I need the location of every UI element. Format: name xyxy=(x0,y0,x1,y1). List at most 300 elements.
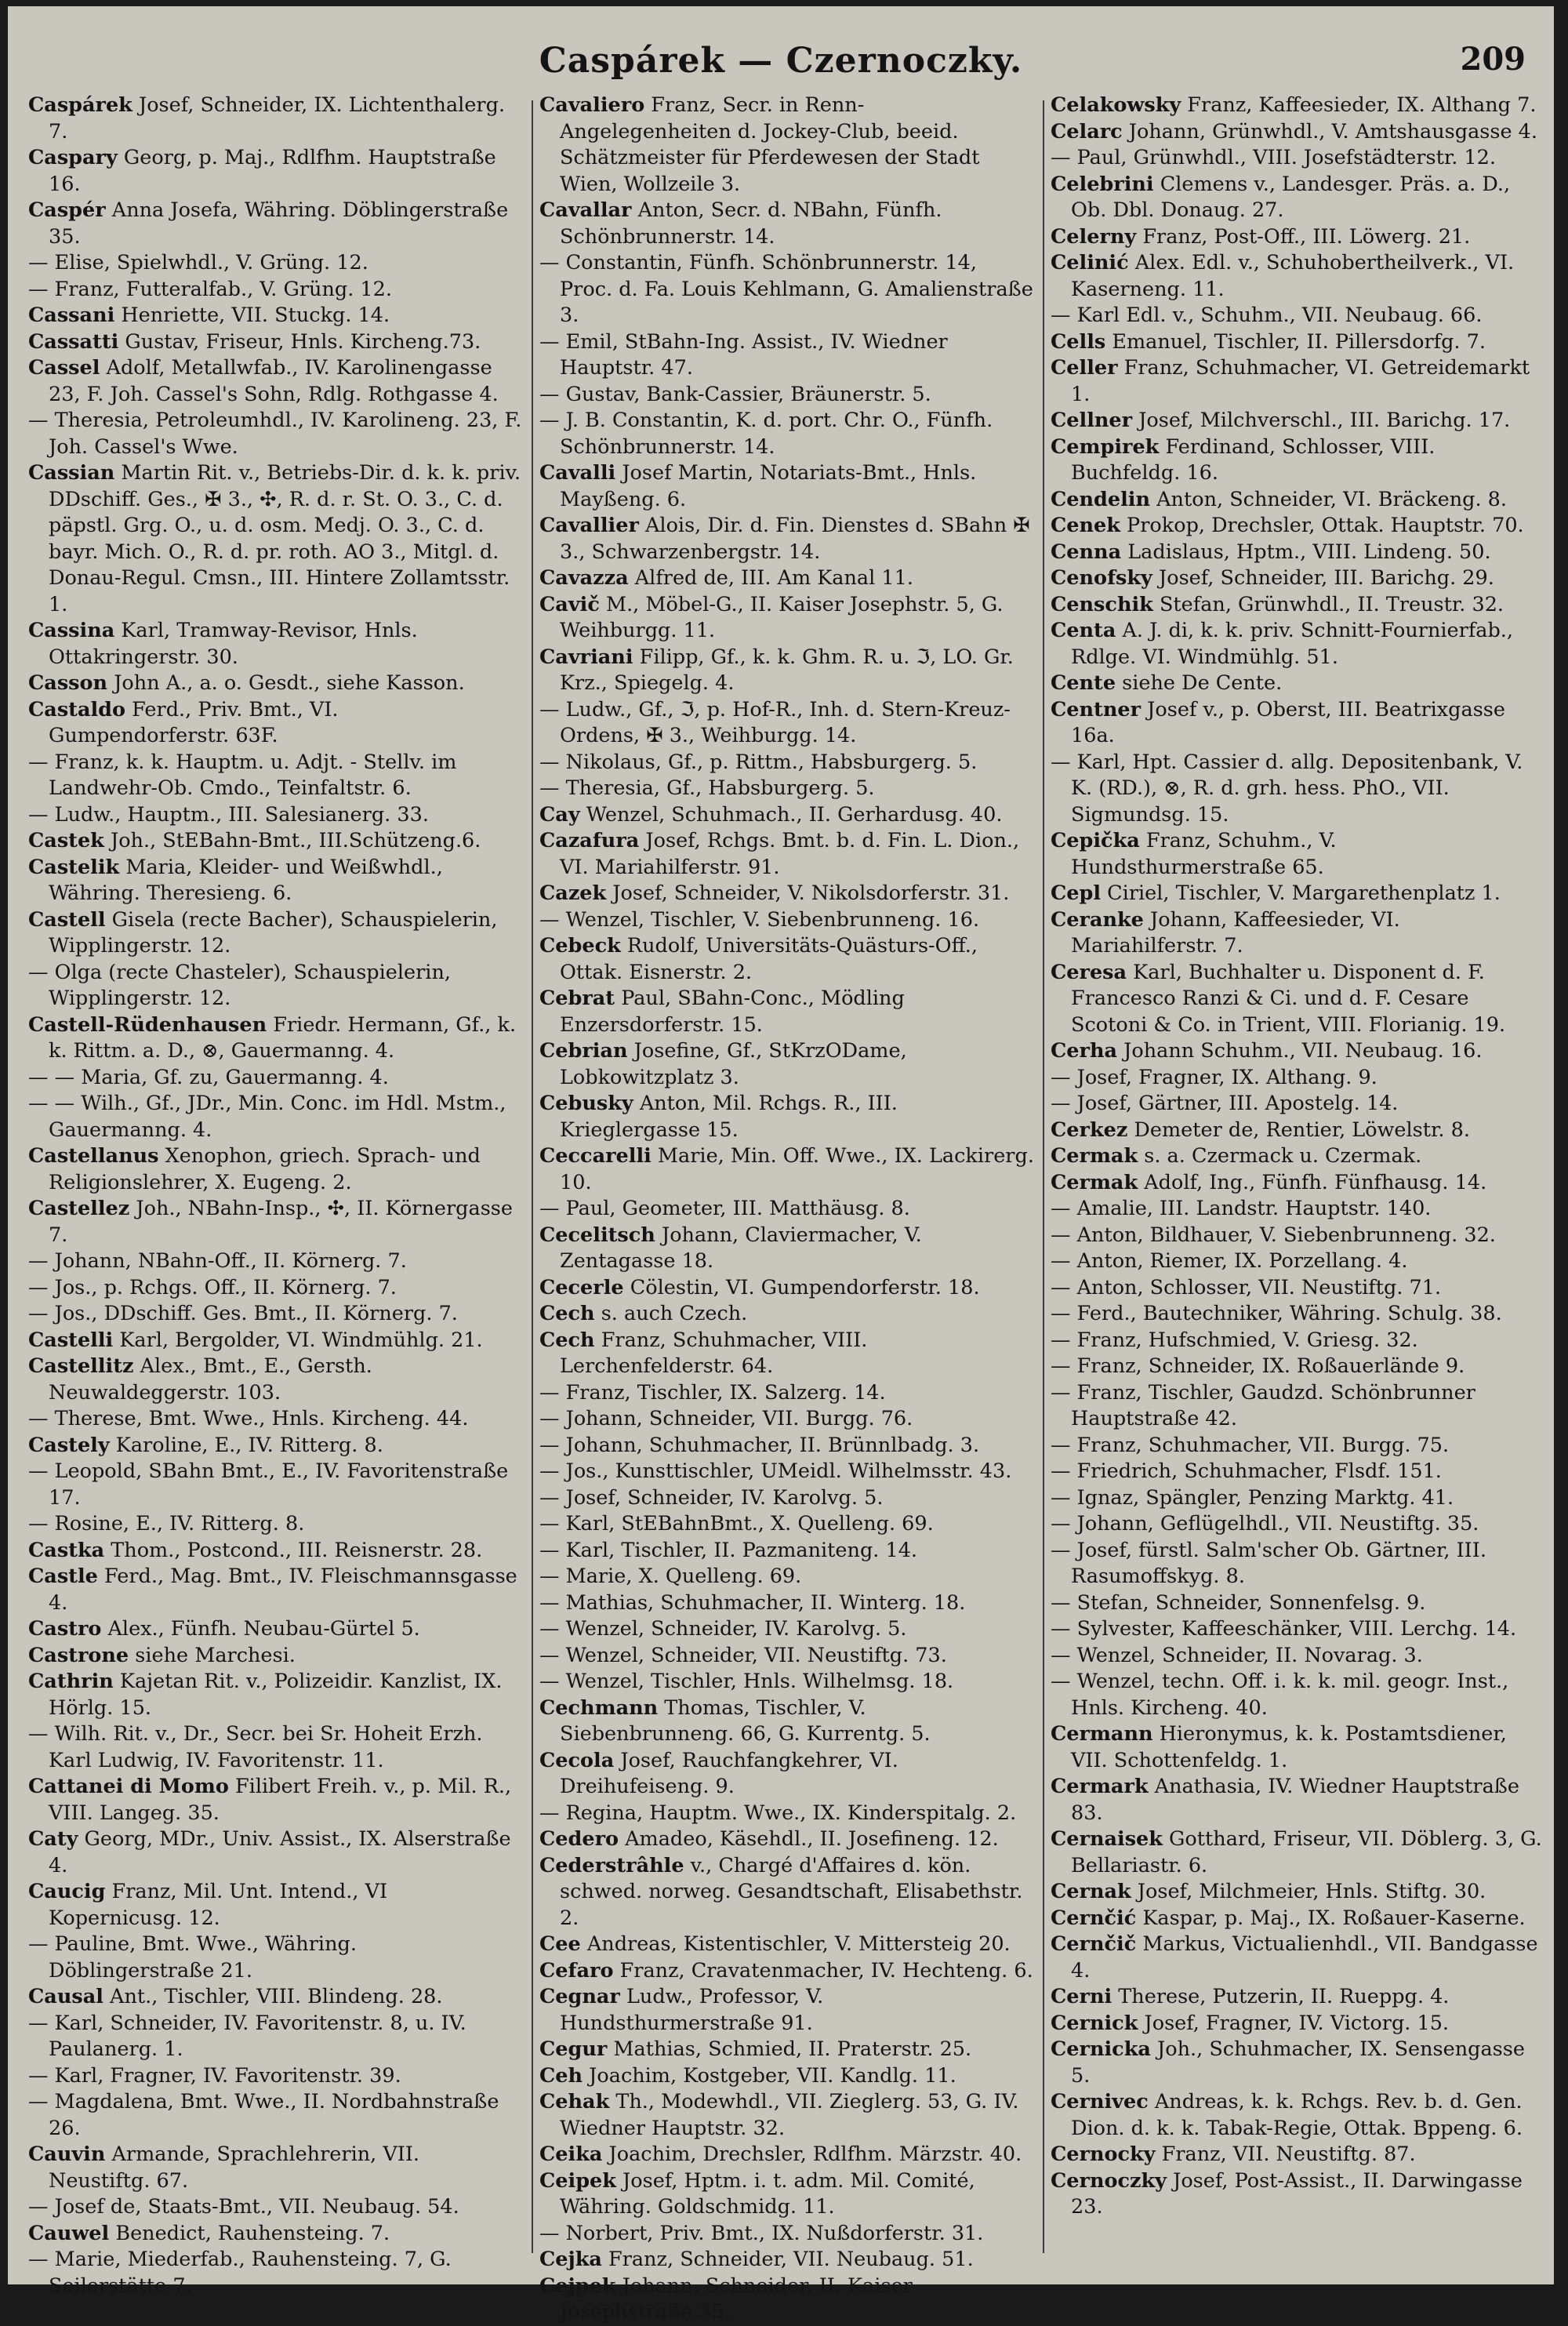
entry-details: — Olga (recte Chasteler), Schauspielerin, Wipplingerstr. 12. xyxy=(28,960,451,1010)
directory-entry xyxy=(28,828,524,855)
entry-surname: Castelli xyxy=(28,1328,114,1352)
entry-surname: Castro xyxy=(28,1617,102,1641)
entry-details: — Sylvester, Kaffeeschänker, VIII. Lerchg. 14. xyxy=(1051,1617,1517,1641)
entry-details: Paul, SBahn-Conc., Mödling Enzersdorferstr. 15. xyxy=(560,987,905,1037)
entry-details: Alex. Edl. v., Schuhobertheilverk., VI. Kaserneng. 11. xyxy=(1071,251,1515,301)
directory-entry xyxy=(1051,1038,1546,1065)
directory-entry xyxy=(1051,1459,1546,1485)
directory-entry xyxy=(28,93,524,145)
entry-details: siehe De Cente. xyxy=(1116,671,1283,695)
entry-surname: Causal xyxy=(28,1985,103,2008)
directory-entry xyxy=(28,2194,524,2221)
entry-details: Franz, Schuhmacher, VIII. Lerchenfelderstr. 64. xyxy=(560,1328,868,1378)
entry-surname: Cay xyxy=(539,802,580,827)
entry-surname: Cernčić xyxy=(1051,1906,1137,1930)
directory-entry xyxy=(1051,329,1546,356)
directory-column-1 xyxy=(28,93,524,2298)
directory-entry xyxy=(539,907,1035,934)
directory-entry xyxy=(539,2247,1035,2273)
entry-details: Markus, Victualienhdl., VII. Bandgasse 4. xyxy=(1071,1932,1538,1983)
directory-entry xyxy=(1051,618,1546,671)
entry-surname: Cassina xyxy=(28,619,115,642)
directory-entry xyxy=(1051,1669,1546,1721)
entry-details: Josefine, Gf., StKrzODame, Lobkowitzplatz 3. xyxy=(560,1039,907,1089)
entry-surname: Cernaisek xyxy=(1051,1827,1163,1851)
entry-details: Georg, MDr., Univ. Assist., IX. Alserstraße 4. xyxy=(49,1827,511,1877)
entry-surname: Cermark xyxy=(1051,1775,1149,1798)
entry-surname: Celerny xyxy=(1051,224,1137,249)
directory-entry xyxy=(539,93,1035,198)
entry-details: Armande, Sprachlehrerin, VII. Neustiftg. 67. xyxy=(49,2142,420,2193)
entry-details: Johann, Schneider, II. Kaiser Josephstraße 35. xyxy=(560,2273,913,2324)
entry-surname: Cegnar xyxy=(539,1985,620,2008)
entry-surname: Cauwel xyxy=(28,2221,110,2245)
directory-entry xyxy=(28,960,524,1012)
entry-details: Kajetan Rit. v., Polizeidir. Kanzlist, IX. Hörlg. 15. xyxy=(49,1670,503,1720)
entry-details: Josef Martin, Notariats-Bmt., Hnls. Mayßeng. 6. xyxy=(560,461,977,511)
entry-details: Ferd., Priv. Bmt., VI. Gumpendorferstr. 63F. xyxy=(49,697,339,747)
entry-details: Franz, Schuhm., V. Hundsthurmerstraße 65. xyxy=(1071,829,1337,879)
entry-details: — Wenzel, techn. Off. i. k. k. mil. geogr. Inst., Hnls. Kircheng. 40. xyxy=(1051,1670,1509,1720)
entry-details: — Paul, Grünwhdl., VIII. Josefstädterstr. 12. xyxy=(1051,146,1496,169)
directory-entry xyxy=(28,1669,524,1721)
directory-entry xyxy=(539,2063,1035,2090)
entry-details: Josef, Hptm. i. t. adm. Mil. Comité, Währing. Goldschmidg. 11. xyxy=(560,2168,975,2219)
directory-entry xyxy=(28,2247,524,2299)
entry-surname: Cernak xyxy=(1051,1880,1131,1903)
entry-details: — Karl, StEBahnBmt., X. Quelleng. 69. xyxy=(539,1512,934,1536)
entry-details: Rudolf, Universitäts-Quästurs-Off., Ottak. Eisnerstr. 2. xyxy=(560,934,978,984)
entry-details: — Karl, Tischler, II. Pazmaniteng. 14. xyxy=(539,1538,918,1562)
directory-entry xyxy=(539,2221,1035,2248)
entry-surname: Caspárek xyxy=(28,93,132,117)
directory-entry xyxy=(28,907,524,960)
entry-surname: Cathrin xyxy=(28,1670,114,1693)
directory-entry xyxy=(1051,303,1546,329)
directory-entry xyxy=(539,460,1035,513)
entry-surname: Celler xyxy=(1051,356,1118,380)
directory-entry xyxy=(28,1511,524,1538)
entry-details: Josef v., p. Oberst, III. Beatrixgasse 16a. xyxy=(1071,697,1505,747)
entry-details: — Friedrich, Schuhmacher, Flsdf. 151. xyxy=(1051,1459,1442,1483)
directory-entry xyxy=(539,1038,1035,1091)
entry-details: Ludw., Professor, V. Hundsthurmerstraße 91. xyxy=(560,1985,824,2035)
entry-details: — Mathias, Schuhmacher, II. Winterg. 18. xyxy=(539,1590,966,1615)
entry-surname: Castaldo xyxy=(28,697,126,721)
entry-surname: Censchik xyxy=(1051,592,1153,616)
entry-details: Adolf, Ing., Fünfh. Fünfhausg. 14. xyxy=(1138,1170,1487,1194)
entry-surname: Cee xyxy=(539,1932,581,1956)
entry-details: Andreas, Kistentischler, V. Mittersteig 20. xyxy=(580,1932,1011,1956)
entry-details: John A., a. o. Gesdt., siehe Kasson. xyxy=(107,671,465,695)
directory-entry xyxy=(1051,697,1546,750)
entry-surname: Caty xyxy=(28,1827,78,1851)
entry-surname: Cavallier xyxy=(539,514,639,537)
entry-details: Franz, Schuhmacher, VI. Getreidemarkt 1. xyxy=(1071,356,1530,406)
entry-details: — Jos., Kunsttischler, UMeidl. Wilhelmsstr. 43. xyxy=(539,1459,1012,1483)
directory-entry xyxy=(539,382,1035,409)
entry-surname: Cente xyxy=(1051,671,1116,695)
directory-entry xyxy=(28,1248,524,1275)
entry-details: Joachim, Drechsler, Rdlfhm. Märzstr. 40. xyxy=(602,2142,1022,2166)
entry-surname: Celakowsky xyxy=(1051,93,1181,117)
entry-surname: Ceh xyxy=(539,2063,583,2088)
entry-surname: Cavallar xyxy=(539,198,632,222)
entry-details: Thomas, Tischler, V. Siebenbrunneng. 66, G. Kurrentg. 5. xyxy=(560,1695,931,1746)
entry-surname: Cebrian xyxy=(539,1039,628,1063)
entry-surname: Cenek xyxy=(1051,514,1120,537)
directory-entry xyxy=(539,198,1035,250)
entry-surname: Cermak xyxy=(1051,1170,1138,1194)
directory-entry xyxy=(1051,1774,1546,1826)
entry-surname: Cassel xyxy=(28,356,100,380)
entry-details: s. a. Czermack u. Czermak. xyxy=(1138,1144,1422,1168)
entry-details: — Wenzel, Tischler, Hnls. Wilhelmsg. 18. xyxy=(539,1670,954,1693)
entry-surname: Cegur xyxy=(539,2037,608,2061)
directory-entry xyxy=(539,1196,1035,1223)
entry-details: Johann, Grünwhdl., V. Amtshausgasse 4. xyxy=(1122,119,1537,144)
directory-entry xyxy=(1051,1485,1546,1512)
directory-entry xyxy=(28,1459,524,1511)
entry-surname: Cehak xyxy=(539,2090,610,2113)
entry-details: Karl, Bergolder, VI. Windmühlg. 21. xyxy=(113,1328,483,1352)
entry-details: Marie, Min. Off. Wwe., IX. Lackirerg. 10. xyxy=(560,1144,1034,1194)
entry-details: s. auch Czech. xyxy=(594,1302,748,1325)
directory-entry xyxy=(1051,2168,1546,2221)
directory-entry xyxy=(1051,750,1546,829)
entry-details: Josef, Schneider, III. Barichg. 29. xyxy=(1152,566,1494,590)
entry-surname: Cerni xyxy=(1051,1985,1112,2008)
entry-details: Franz, Post-Off., III. Löwerg. 21. xyxy=(1136,224,1471,249)
entry-details: — Josef, Fragner, IX. Althang. 9. xyxy=(1051,1065,1377,1089)
entry-surname: Celebrini xyxy=(1051,172,1154,196)
directory-entry xyxy=(539,986,1035,1038)
entry-details: — Emil, StBahn-Ing. Assist., IV. Wiedner Hauptstr. 47. xyxy=(539,329,948,380)
entry-details: — Josef de, Staats-Bmt., VII. Neubaug. 54. xyxy=(28,2195,459,2219)
directory-entry xyxy=(539,329,1035,382)
entry-details: Anton, Mil. Rchgs. R., III. Krieglergasse 15. xyxy=(560,1092,898,1142)
directory-entry xyxy=(1051,1118,1546,1144)
directory-entry xyxy=(28,2221,524,2248)
entry-details: — Anton, Riemer, IX. Porzellang. 4. xyxy=(1051,1249,1408,1273)
directory-entry xyxy=(1051,119,1546,146)
directory-entry xyxy=(1051,1275,1546,1302)
entry-details: v., Chargé d'Affaires d. kön. schwed. norweg. Gesandtschaft, Elisabethstr. 2. xyxy=(560,1853,1023,1930)
directory-entry xyxy=(1051,250,1546,303)
directory-entry xyxy=(539,1485,1035,1512)
directory-entry xyxy=(1051,1223,1546,1249)
directory-entry xyxy=(1051,881,1546,907)
entry-surname: Cepička xyxy=(1051,829,1140,852)
entry-details: — Wenzel, Schneider, VII. Neustiftg. 73. xyxy=(539,1643,947,1667)
directory-entry xyxy=(1051,1065,1546,1092)
entry-surname: Cassani xyxy=(28,303,115,327)
directory-entry xyxy=(28,329,524,356)
entry-surname: Cassatti xyxy=(28,329,119,354)
entry-details: — Marie, Miederfab., Rauhensteing. 7, G. Seilerstätte 7. xyxy=(28,2248,452,2298)
directory-entry xyxy=(1051,2011,1546,2037)
directory-entry xyxy=(1051,1354,1546,1380)
directory-entry xyxy=(1051,2142,1546,2168)
entry-details: — Ferd., Bautechniker, Währing. Schulg. 38. xyxy=(1051,1302,1502,1325)
directory-entry xyxy=(1051,513,1546,540)
entry-surname: Cefaro xyxy=(539,1958,614,1983)
entry-surname: Castka xyxy=(28,1538,105,1562)
entry-details: — Marie, X. Quelleng. 69. xyxy=(539,1565,802,1588)
entry-details: — Elise, Spielwhdl., V. Grüng. 12. xyxy=(28,251,368,274)
entry-surname: Cavazza xyxy=(539,566,629,590)
entry-details: Josef, Post-Assist., II. Darwingasse 23. xyxy=(1071,2168,1523,2219)
directory-entry xyxy=(539,592,1035,645)
directory-entry xyxy=(1051,1248,1546,1275)
entry-details: Ciriel, Tischler, V. Margarethenplatz 1. xyxy=(1101,881,1501,905)
entry-details: Andreas, k. k. Rchgs. Rev. b. d. Gen. Dion. d. k. k. Tabak-Regie, Ottak. Bppeng. 6. xyxy=(1071,2090,1523,2140)
entry-surname: Cederstrâhle xyxy=(539,1853,684,1877)
entry-surname: Castellanus xyxy=(28,1144,159,1168)
entry-details: Franz, Schneider, VII. Neubaug. 51. xyxy=(601,2248,974,2271)
entry-surname: Ceika xyxy=(539,2142,603,2166)
entry-surname: Ceresa xyxy=(1051,960,1127,984)
entry-details: Gustav, Friseur, Hnls. Kircheng.73. xyxy=(118,329,481,354)
entry-details: — Franz, Hufschmied, V. Griesg. 32. xyxy=(1051,1328,1418,1352)
entry-details: Josef, Milchverschl., III. Barichg. 17. xyxy=(1132,409,1511,432)
entry-details: — Magdalena, Bmt. Wwe., II. Nordbahnstraße 26. xyxy=(28,2090,499,2140)
directory-entry xyxy=(1051,1879,1546,1906)
directory-entry xyxy=(539,1826,1035,1853)
directory-entry xyxy=(1051,1616,1546,1643)
entry-surname: Cernoczky xyxy=(1051,2168,1167,2193)
directory-entry xyxy=(539,645,1035,697)
entry-surname: Cernicka xyxy=(1051,2037,1151,2061)
entry-details: A. J. di, k. k. priv. Schnitt-Fournierfab., Rdlge. VI. Windmühlg. 51. xyxy=(1071,619,1514,669)
entry-surname: Cattanei di Momo xyxy=(28,1775,229,1798)
entry-details: Hieronymus, k. k. Postamtsdiener, VII. Schottenfeldg. 1. xyxy=(1071,1722,1507,1772)
directory-entry xyxy=(1051,1380,1546,1433)
directory-entry xyxy=(1051,1643,1546,1670)
entry-surname: Cebrat xyxy=(539,987,615,1010)
directory-entry xyxy=(28,145,524,198)
entry-details: Alfred de, III. Am Kanal 11. xyxy=(628,566,913,590)
entry-details: — Franz, Schneider, IX. Roßauerlände 9. xyxy=(1051,1354,1465,1378)
entry-details: Karl, Buchhalter u. Disponent d. F. Francesco Ranzi & Ci. und d. F. Cesare Scotoni & Co. in Trient, VIII. Florianig. 19. xyxy=(1071,960,1506,1037)
directory-entry xyxy=(28,697,524,750)
entry-details: — Theresia, Gf., Habsburgerg. 5. xyxy=(539,776,875,800)
entry-surname: Cechmann xyxy=(539,1695,659,1720)
entry-details: Franz, Kaffeesieder, IX. Althang 7. xyxy=(1181,93,1537,117)
entry-details: Georg, p. Maj., Rdlfhm. Hauptstraße 16. xyxy=(49,146,496,196)
entry-details: — Johann, Schneider, VII. Burgg. 76. xyxy=(539,1407,913,1430)
directory-entry xyxy=(1051,1511,1546,1538)
directory-entry xyxy=(539,513,1035,565)
entry-surname: Castely xyxy=(28,1433,110,1457)
directory-entry xyxy=(1051,2037,1546,2089)
directory-entry xyxy=(28,2089,524,2142)
directory-entry xyxy=(1051,671,1546,697)
directory-entry xyxy=(539,2273,1035,2326)
entry-details: — Ludw., Hauptm., III. Salesianerg. 33. xyxy=(28,802,429,827)
entry-surname: Cernick xyxy=(1051,2011,1138,2035)
entry-details: Mathias, Schmied, II. Praterstr. 25. xyxy=(607,2037,972,2061)
entry-details: Johann Schuhm., VII. Neubaug. 16. xyxy=(1117,1039,1483,1063)
entry-details: — Wenzel, Schneider, IV. Karolvg. 5. xyxy=(539,1617,907,1641)
directory-entry xyxy=(28,671,524,697)
entry-surname: Cejka xyxy=(539,2248,602,2271)
entry-details: siehe Marchesi. xyxy=(129,1643,296,1667)
entry-details: — J. B. Constantin, K. d. port. Chr. O., Fünfh. Schönbrunnerstr. 14. xyxy=(539,409,993,459)
directory-entry xyxy=(28,1406,524,1433)
entry-surname: Cassian xyxy=(28,461,115,485)
entry-details: — Karl, Hpt. Cassier d. allg. Depositenbank, V. K. (RD.), ⊗, R. d. grh. hess. PhO., VII. Sigmundsg. 15. xyxy=(1051,750,1523,827)
entry-details: Maria, Kleider- und Weißwhdl., Währing. Theresieng. 6. xyxy=(49,855,443,905)
directory-entry xyxy=(1051,828,1546,881)
entry-details: — Therese, Bmt. Wwe., Hnls. Kircheng. 44. xyxy=(28,1407,469,1430)
entry-details: — Karl, Schneider, IV. Favoritenstr. 8, u. IV. Paulanerg. 1. xyxy=(28,2011,466,2061)
entry-details: Alex., Fünfh. Neubau-Gürtel 5. xyxy=(101,1617,420,1641)
directory-entry xyxy=(28,855,524,907)
entry-details: Joh., StEBahn-Bmt., III.Schützeng.6. xyxy=(103,829,481,852)
entry-details: — Ignaz, Spängler, Penzing Marktg. 41. xyxy=(1051,1485,1454,1510)
entry-details: Martin Rit. v., Betriebs-Dir. d. k. k. priv. DDschiff. Ges., ✠ 3., ✣, R. d. r. St. O. 3., C. d. päpstl. Grg. O., u. d. osm. Medj. O. 3., C. d. bayr. Mich. O., R. d. pr. roth. AO 3., Mitgl. d. Donau-Regul. Cmsn., III. Hintere Zollamtsstr. 1. xyxy=(49,461,521,616)
entry-surname: Cejpek xyxy=(539,2273,616,2298)
directory-entry xyxy=(28,802,524,829)
directory-entry xyxy=(28,1564,524,1616)
directory-entry xyxy=(1051,2089,1546,2142)
entry-details: Ferdinand, Schlosser, VIII. Buchfeldg. 16. xyxy=(1071,434,1436,485)
directory-entry xyxy=(28,750,524,802)
entry-details: — Nikolaus, Gf., p. Rittm., Habsburgerg. 5. xyxy=(539,750,978,774)
entry-details: Franz, Secr. in Renn-Angelegenheiten d. Jockey-Club, beeid. Schätzmeister für Pferdewesen der Stadt Wien, Wollzeile 3. xyxy=(560,93,980,196)
entry-details: Anton, Schneider, VI. Bräckeng. 8. xyxy=(1150,487,1508,511)
entry-details: — Karl, Fragner, IV. Favoritenstr. 39. xyxy=(28,2063,401,2088)
directory-entry xyxy=(1051,592,1546,619)
directory-entry xyxy=(28,1984,524,2011)
entry-details: Filipp, Gf., k. k. Ghm. R. u. ℑ, LO. Gr. Krz., Spiegelg. 4. xyxy=(560,645,1014,695)
entry-surname: Cendelin xyxy=(1051,487,1151,511)
directory-entry xyxy=(539,1564,1035,1590)
entry-details: Henriette, VII. Stuckg. 14. xyxy=(114,303,390,327)
directory-entry xyxy=(539,250,1035,329)
entry-details: Filibert Freih. v., p. Mil. R., VIII. Langeg. 35. xyxy=(49,1775,512,1825)
entry-details: — Franz, Schuhmacher, VII. Burgg. 75. xyxy=(1051,1433,1450,1457)
directory-entry xyxy=(539,1380,1035,1407)
entry-details: — Gustav, Bank-Cassier, Bräunerstr. 5. xyxy=(539,382,931,406)
entry-surname: Celarc xyxy=(1051,119,1123,144)
entry-surname: Castellez xyxy=(28,1197,130,1220)
directory-entry xyxy=(28,1879,524,1932)
directory-entry xyxy=(1051,408,1546,434)
entry-surname: Cenna xyxy=(1051,540,1122,564)
entry-surname: Ceranke xyxy=(1051,907,1144,932)
entry-surname: Cavič xyxy=(539,592,600,616)
directory-entry xyxy=(28,2142,524,2194)
entry-surname: Cermak xyxy=(1051,1144,1138,1168)
entry-details: — Ludw., Gf., ℑ, p. Hof-R., Inh. d. Stern-Kreuz-Ordens, ✠ 3., Weihburgg. 14. xyxy=(539,697,1011,747)
entry-surname: Cavriani xyxy=(539,645,633,669)
directory-entry xyxy=(539,1853,1035,1932)
entry-details: Franz, VII. Neustiftg. 87. xyxy=(1155,2142,1416,2166)
entry-surname: Cech xyxy=(539,1328,595,1352)
directory-entry xyxy=(28,1196,524,1248)
entry-details: Xenophon, griech. Sprach- und Religionslehrer, X. Eugeng. 2. xyxy=(49,1144,481,1194)
entry-details: Johann, Kaffeesieder, VI. Mariahilferstr. 7. xyxy=(1071,907,1400,958)
entry-surname: Cecola xyxy=(539,1748,615,1772)
entry-details: Ladislaus, Hptm., VIII. Lindeng. 50. xyxy=(1121,540,1491,564)
directory-entry xyxy=(539,1511,1035,1538)
entry-details: Johann, Claviermacher, V. Zentagasse 18. xyxy=(560,1223,922,1273)
entry-surname: Centner xyxy=(1051,697,1142,721)
entry-details: Franz, Mil. Unt. Intend., VI Kopernicusg. 12. xyxy=(49,1880,388,1930)
directory-entry xyxy=(1051,1196,1546,1223)
entry-surname: Cecerle xyxy=(539,1275,624,1299)
entry-details: Kaspar, p. Maj., IX. Roßauer-Kaserne. xyxy=(1136,1906,1526,1930)
entry-details: Gotthard, Friseur, VII. Döblerg. 3, G. Bellariastr. 6. xyxy=(1071,1827,1542,1877)
entry-details: Anton, Secr. d. NBahn, Fünfh. Schönbrunnerstr. 14. xyxy=(560,198,942,249)
entry-details: Friedr. Hermann, Gf., k. k. Rittm. a. D., ⊗, Gauermanng. 4. xyxy=(49,1012,517,1063)
directory-entry xyxy=(28,1275,524,1302)
entry-surname: Castell xyxy=(28,907,106,932)
directory-column-2 xyxy=(539,93,1035,2324)
entry-surname: Celinić xyxy=(1051,251,1129,274)
directory-entry xyxy=(539,2168,1035,2221)
entry-details: Emanuel, Tischler, II. Pillersdorfg. 7. xyxy=(1105,329,1486,354)
entry-details: — Amalie, III. Landstr. Hauptstr. 140. xyxy=(1051,1197,1432,1220)
directory-entry xyxy=(28,1721,524,1774)
entry-details: — Constantin, Fünfh. Schönbrunnerstr. 14, Proc. d. Fa. Louis Kehlmann, G. Amalienstraße 3. xyxy=(539,251,1033,327)
entry-details: Clemens v., Landesger. Präs. a. D., Ob. Dbl. Donaug. 27. xyxy=(1071,172,1511,222)
entry-surname: Cauvin xyxy=(28,2142,106,2166)
entry-details: Alois, Dir. d. Fin. Dienstes d. SBahn ✠ 3., Schwarzenbergstr. 14. xyxy=(560,514,1030,564)
directory-entry xyxy=(1051,355,1546,408)
entry-details: Joh., NBahn-Insp., ✣, II. Körnergasse 7. xyxy=(49,1197,513,1247)
directory-entry xyxy=(1051,1170,1546,1197)
entry-surname: Castek xyxy=(28,829,104,852)
directory-entry xyxy=(539,1143,1035,1196)
entry-details: — Norbert, Priv. Bmt., IX. Nußdorferstr. 31. xyxy=(539,2221,984,2245)
entry-surname: Cerkez xyxy=(1051,1118,1128,1142)
directory-entry xyxy=(539,1459,1035,1485)
entry-details: — Theresia, Petroleumhdl., IV. Karolineng. 23, F. Joh. Cassel's Wwe. xyxy=(28,409,522,459)
entry-details: — Wilh. Rit. v., Dr., Secr. bei Sr. Hoheit Erzh. Karl Ludwig, IV. Favoritenstr. 11. xyxy=(28,1722,483,1772)
directory-entry xyxy=(1051,1984,1546,2011)
directory-entry xyxy=(28,1774,524,1826)
directory-entry xyxy=(1051,1826,1546,1879)
directory-entry xyxy=(1051,1906,1546,1932)
entry-details: Josef, Fragner, IV. Victorg. 15. xyxy=(1138,2011,1450,2035)
entry-details: Joachim, Kostgeber, VII. Kandlg. 11. xyxy=(583,2063,956,2088)
directory-entry xyxy=(539,1984,1035,2037)
directory-entry xyxy=(1051,93,1546,119)
entry-details: — Anton, Bildhauer, V. Siebenbrunneng. 32. xyxy=(1051,1223,1496,1247)
entry-details: Karl, Tramway-Revisor, Hnls. Ottakringerstr. 30. xyxy=(49,619,418,669)
directory-entry xyxy=(28,408,524,460)
entry-details: — Johann, Geflügelhdl., VII. Neustiftg. 35. xyxy=(1051,1512,1479,1536)
directory-entry xyxy=(28,1616,524,1643)
entry-details: — Jos., DDschiff. Ges. Bmt., II. Körnerg. 7. xyxy=(28,1302,458,1325)
entry-details: Josef, Schneider, IX. Lichtenthalerg. 7. xyxy=(49,93,506,144)
directory-entry xyxy=(1051,1301,1546,1328)
entry-details: Therese, Putzerin, II. Rueppg. 4. xyxy=(1112,1985,1450,2008)
directory-entry xyxy=(1051,1328,1546,1354)
entry-surname: Cazek xyxy=(539,881,607,905)
directory-entry xyxy=(539,1433,1035,1459)
directory-entry xyxy=(539,2089,1035,2142)
entry-details: Joh., Schuhmacher, IX. Sensengasse 5. xyxy=(1071,2037,1525,2088)
directory-entry xyxy=(1051,540,1546,566)
entry-details: — Wenzel, Tischler, V. Siebenbrunneng. 16. xyxy=(539,907,980,932)
entry-surname: Cebeck xyxy=(539,934,621,958)
entry-surname: Castellitz xyxy=(28,1354,134,1378)
directory-entry xyxy=(539,1406,1035,1433)
